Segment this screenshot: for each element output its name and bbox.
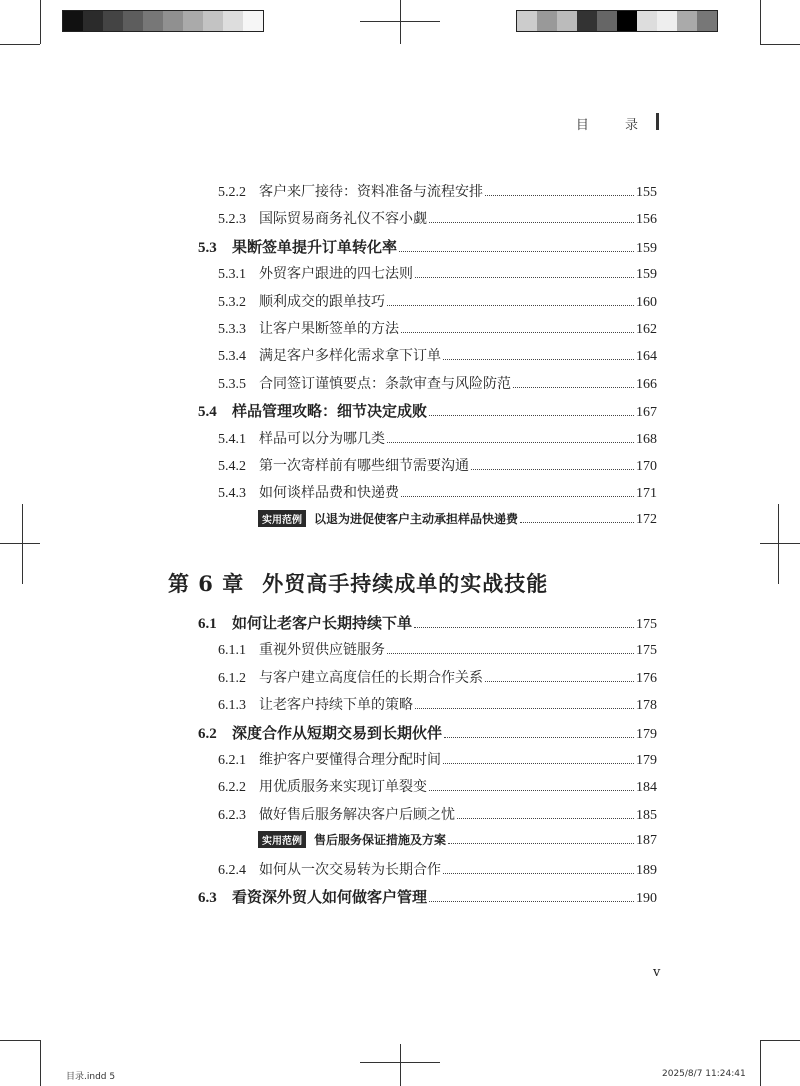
page-number: 170 [636, 459, 657, 474]
page-number: 159 [636, 267, 657, 283]
example-badge: 实用范例 [258, 831, 306, 848]
toc-subsection-entry [218, 455, 657, 475]
entry-number: 6.2.1 [218, 753, 246, 768]
entry-title: 让老客户持续下单的策略 [259, 697, 413, 714]
page-number: 168 [636, 431, 657, 447]
entry-title: 深度合作从短期交易到长期伙伴 [232, 723, 443, 742]
entry-title: 果断签单提升订单转化率 [232, 237, 398, 256]
entry-title: 做好售后服务解决客户后顾之忧 [259, 806, 455, 823]
entry-number: 6.2.3 [218, 807, 246, 823]
dot-leader [444, 737, 634, 738]
dot-leader [457, 818, 634, 819]
color-swatch [63, 11, 83, 31]
color-control-bar-left [62, 10, 264, 32]
header-rule [656, 113, 659, 130]
color-swatch [697, 11, 717, 31]
toc-subsection-entry [218, 318, 657, 338]
toc-subsection-entry [218, 263, 657, 283]
entry-number: 6.2.4 [218, 862, 246, 878]
dot-leader [414, 627, 634, 628]
dot-leader [520, 522, 634, 523]
color-swatch [243, 11, 263, 31]
entry-number: 5.4.3 [218, 486, 246, 502]
entry-title: 合同签订谨慎要点：条款审查与风险防范 [259, 375, 511, 392]
color-swatch [617, 11, 637, 31]
color-swatch [183, 11, 203, 31]
page-number: 175 [636, 617, 657, 632]
entry-number: 6.2.2 [218, 780, 246, 796]
entry-title: 国际贸易商务礼仪不容小觑 [259, 211, 427, 228]
entry-number: 6.1.3 [218, 698, 246, 714]
toc-subsection-entry [218, 694, 657, 714]
dot-leader [401, 496, 634, 497]
entry-number: 5.4 [198, 404, 217, 421]
entry-title: 样品管理攻略：细节决定成败 [232, 402, 428, 421]
example-badge: 实用范例 [258, 510, 306, 527]
slug-filename: 目录.indd 5 [66, 1072, 116, 1082]
entry-title: 以退为进促使客户主动承担样品快递费 [314, 511, 519, 526]
color-swatch [677, 11, 697, 31]
page-number: 172 [636, 511, 657, 527]
color-swatch [143, 11, 163, 31]
color-control-bar-right [516, 10, 718, 32]
chapter-number: 第 6 章 [168, 571, 245, 596]
page-number: 171 [636, 486, 657, 502]
entry-number: 6.1 [198, 616, 217, 632]
toc-subsection-entry [218, 804, 657, 824]
entry-number: 6.3 [198, 890, 217, 906]
toc-section-entry [198, 722, 657, 743]
entry-title: 样品可以分为哪几类 [259, 430, 385, 447]
dot-leader [399, 251, 634, 252]
entry-number: 5.3.4 [218, 349, 246, 365]
chapter-heading [168, 568, 548, 598]
entry-title: 满足客户多样化需求拿下订单 [259, 348, 441, 365]
color-swatch [557, 11, 577, 31]
toc-example-entry [258, 831, 657, 849]
color-swatch [163, 11, 183, 31]
entry-title: 顺利成交的跟单技巧 [259, 293, 385, 310]
entry-title: 用优质服务来实现订单裂变 [259, 779, 427, 796]
dot-leader [429, 790, 634, 791]
toc-subsection-entry [218, 345, 657, 365]
color-swatch [657, 11, 677, 31]
toc-subsection-entry [218, 859, 657, 879]
chapter-title: 外贸高手持续成单的实战技能 [262, 571, 549, 596]
page-number: 178 [636, 698, 657, 714]
color-swatch [577, 11, 597, 31]
dot-leader [387, 653, 634, 654]
dot-leader [443, 873, 634, 874]
dot-leader [485, 681, 634, 682]
dot-leader [443, 359, 634, 360]
toc-subsection-entry [218, 181, 657, 201]
page-folio: v [653, 965, 661, 980]
entry-number: 5.3.1 [218, 267, 246, 283]
page-number: 162 [636, 322, 657, 337]
entry-title: 维护客户要懂得合理分配时间 [259, 752, 441, 768]
color-swatch [597, 11, 617, 31]
page-number: 160 [636, 294, 657, 310]
entry-title: 与客户建立高度信任的长期合作关系 [259, 669, 483, 686]
page-number: 176 [636, 670, 657, 686]
page-number: 167 [636, 405, 657, 421]
entry-number: 6.1.2 [218, 670, 246, 686]
color-swatch [223, 11, 243, 31]
dot-leader [401, 332, 634, 333]
dot-leader [448, 843, 634, 844]
slug-timestamp: 2025/8/7 11:24:41 [662, 1069, 746, 1079]
entry-title: 如何让老客户长期持续下单 [232, 614, 413, 632]
color-swatch [103, 11, 123, 31]
color-swatch [123, 11, 143, 31]
page-number: 175 [636, 643, 657, 659]
color-swatch [83, 11, 103, 31]
entry-number: 6.2 [198, 725, 217, 742]
page-number: 156 [636, 212, 657, 228]
page-number: 190 [636, 891, 657, 906]
dot-leader [485, 195, 634, 196]
entry-number: 6.1.1 [218, 643, 246, 659]
page-number: 189 [636, 862, 657, 878]
entry-title: 看资深外贸人如何做客户管理 [232, 888, 428, 906]
toc-section-entry [198, 400, 657, 421]
toc-subsection-entry [218, 749, 657, 769]
toc-subsection-entry [218, 482, 657, 502]
dot-leader [429, 901, 634, 902]
toc-section-entry [198, 886, 657, 907]
dot-leader [387, 442, 634, 443]
toc-subsection-entry [218, 776, 657, 796]
dot-leader [513, 387, 634, 388]
toc-example-entry [258, 510, 657, 528]
dot-leader [415, 277, 634, 278]
page-number: 179 [636, 726, 657, 742]
toc-section-entry [198, 612, 657, 633]
page-number: 184 [636, 780, 657, 796]
toc-section-entry [198, 236, 657, 257]
entry-number: 5.3.2 [218, 294, 246, 310]
page-number: 187 [636, 833, 657, 849]
entry-number: 5.3 [198, 239, 217, 256]
entry-number: 5.4.2 [218, 459, 246, 474]
entry-title: 客户来厂接待：资料准备与流程安排 [259, 184, 483, 200]
dot-leader [415, 708, 634, 709]
entry-title: 如何谈样品费和快递费 [259, 485, 399, 502]
page-number: 185 [636, 807, 657, 823]
entry-number: 5.2.2 [218, 185, 246, 200]
entry-number: 5.2.3 [218, 212, 246, 228]
page-number: 159 [636, 240, 657, 256]
page-number: 155 [636, 185, 657, 200]
toc-subsection-entry [218, 428, 657, 448]
color-swatch [637, 11, 657, 31]
dot-leader [429, 222, 634, 223]
color-swatch [203, 11, 223, 31]
entry-title: 让客户果断签单的方法 [259, 321, 399, 337]
dot-leader [429, 415, 634, 416]
toc-subsection-entry [218, 208, 657, 228]
color-swatch [517, 11, 537, 31]
toc-subsection-entry [218, 639, 657, 659]
page-number: 166 [636, 376, 657, 392]
entry-number: 5.4.1 [218, 431, 246, 447]
color-swatch [537, 11, 557, 31]
entry-number: 5.3.5 [218, 376, 246, 392]
entry-number: 5.3.3 [218, 322, 246, 337]
dot-leader [471, 469, 634, 470]
dot-leader [443, 763, 634, 764]
entry-title: 重视外贸供应链服务 [259, 642, 385, 659]
running-header: 目 录 [575, 118, 654, 133]
toc-subsection-entry [218, 291, 657, 311]
dot-leader [387, 305, 634, 306]
toc-subsection-entry [218, 373, 657, 393]
entry-title: 第一次寄样前有哪些细节需要沟通 [259, 458, 469, 474]
page-number: 164 [636, 349, 657, 365]
page-number: 179 [636, 753, 657, 768]
toc-subsection-entry [218, 667, 657, 687]
entry-title: 售后服务保证措施及方案 [314, 833, 447, 848]
entry-title: 如何从一次交易转为长期合作 [259, 861, 441, 878]
entry-title: 外贸客户跟进的四七法则 [259, 266, 413, 283]
